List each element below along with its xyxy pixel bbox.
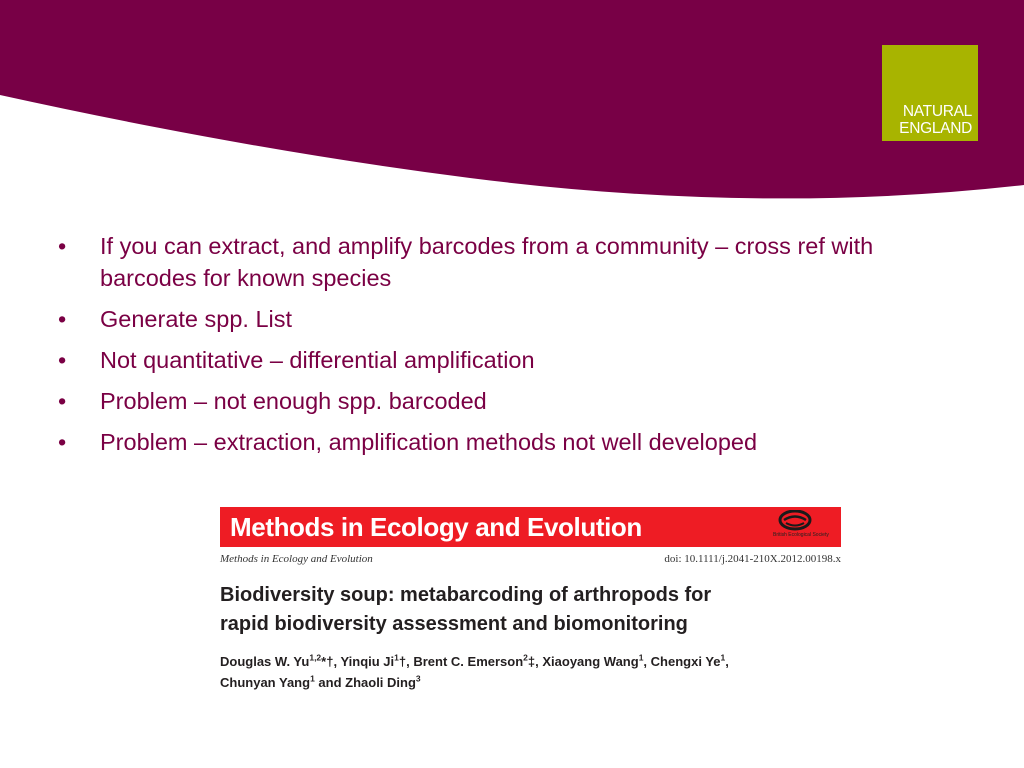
- paper-title-line: Biodiversity soup: metabarcoding of arthropods for: [220, 584, 712, 606]
- doi: doi: 10.1111/j.2041-210X.2012.00198.x: [664, 553, 841, 565]
- bullet-dot-icon: •: [58, 429, 67, 455]
- bullet-item: [58, 303, 958, 335]
- affiliation-sup: 3: [415, 673, 421, 684]
- affiliation-sup: 1: [638, 652, 644, 663]
- bullet-item: [58, 426, 958, 458]
- author-name: Chunyan Yang: [220, 675, 311, 690]
- bullet-dot-icon: •: [58, 388, 67, 414]
- author-separator: ,: [725, 654, 729, 669]
- bullet-dot-icon: •: [58, 347, 67, 373]
- author-name: Zhaoli Ding: [345, 675, 416, 690]
- bullet-dot-icon: •: [58, 306, 67, 332]
- author-marks: †,: [398, 654, 414, 669]
- bullet-item: [58, 344, 958, 376]
- journal-name: Methods in Ecology and Evolution: [220, 553, 373, 565]
- author-marks: *†,: [321, 654, 341, 669]
- paper-title-line: rapid biodiversity assessment and biomonitoring: [220, 613, 688, 635]
- paper-header-image: [220, 507, 841, 697]
- affiliation-sup: 2: [523, 652, 528, 663]
- author-marks: ‡,: [527, 654, 543, 669]
- journal-banner: [220, 507, 841, 547]
- bullet-item: [58, 230, 958, 294]
- british-ecological-society-icon: [773, 510, 821, 544]
- author-name: Brent C. Emerson: [413, 654, 524, 669]
- author-line: [220, 651, 841, 672]
- bullet-item: [58, 385, 958, 417]
- logo-line-england: ENGLAND: [899, 120, 972, 137]
- natural-england-logo: [882, 45, 978, 141]
- affiliation-sup: 1,2: [309, 652, 322, 663]
- journal-banner-title: Methods in Ecology and Evolution: [230, 512, 642, 542]
- bullet-text: Not quantitative – differential amplification: [100, 347, 535, 373]
- author-separator: ,: [643, 654, 651, 669]
- author-name: Chengxi Ye: [650, 654, 721, 669]
- paper-title: [220, 581, 841, 639]
- bullet-text: Problem – not enough spp. barcoded: [100, 388, 487, 414]
- bullet-text: Problem – extraction, amplification methods not well developed: [100, 429, 758, 455]
- bullet-text: If you can extract, and amplify barcodes from a community – cross ref with barcodes for known species: [100, 233, 874, 291]
- affiliation-sup: 1: [394, 652, 399, 663]
- author-name: Xiaoyang Wang: [542, 654, 639, 669]
- author-separator: and: [314, 675, 346, 690]
- author-name: Yinqiu Ji: [340, 654, 395, 669]
- bullet-list: [58, 230, 958, 467]
- author-line: [220, 672, 841, 693]
- society-label: British Ecological Society: [773, 532, 829, 538]
- author-name: Douglas W. Yu: [220, 654, 310, 669]
- affiliation-sup: 1: [720, 652, 726, 663]
- author-list: [220, 651, 841, 693]
- logo-line-natural: NATURAL: [902, 103, 972, 120]
- bullet-text: Generate spp. List: [100, 306, 293, 332]
- affiliation-sup: 1: [310, 673, 315, 684]
- bullet-dot-icon: •: [58, 233, 67, 259]
- header-band: [0, 0, 1024, 200]
